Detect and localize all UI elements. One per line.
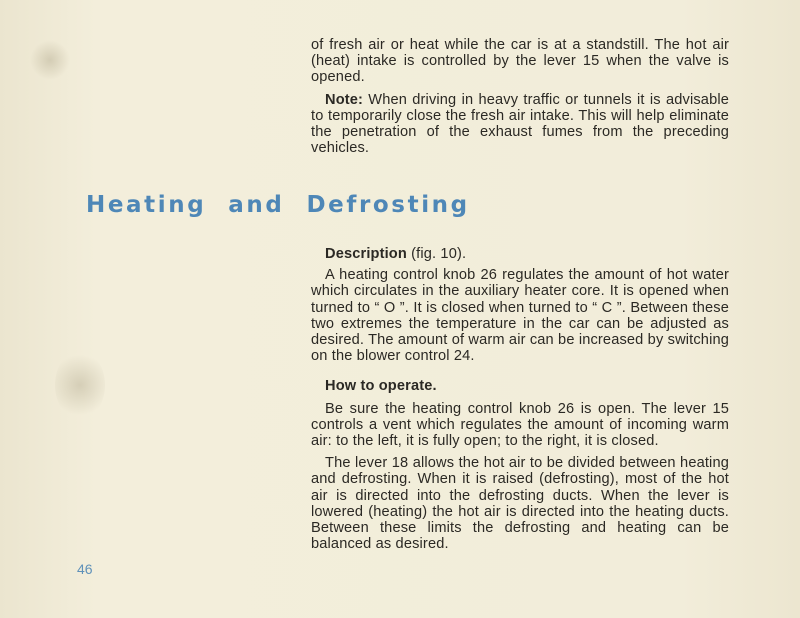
how-to-operate-heading: How to operate.	[325, 378, 437, 395]
how-to-paragraph-1: Be sure the heating control knob 26 is open. The lever 15 controls a vent which regulates the amount of incoming warm air: to the left, it is fully open; to the right, it is closed.	[311, 400, 729, 450]
note-text: When driving in heavy traffic or tunnels it is advisable to temporarily close the fresh air intake. This will help eliminate the penetration of the exhaust fumes from the preceding vehicles.	[311, 91, 729, 157]
heading-word-defrosting: Defrosting	[306, 192, 470, 218]
note-label: Note:	[325, 91, 364, 108]
description-figure-ref: (fig. 10).	[406, 246, 467, 262]
heading-word-and: and	[228, 192, 285, 218]
heading-word-heating: Heating	[86, 192, 207, 218]
description-heading	[311, 246, 729, 262]
description-block	[311, 246, 729, 558]
paper-stain	[55, 350, 105, 420]
page-number: 46	[77, 561, 93, 577]
note-paragraph	[311, 92, 729, 157]
section-heading	[86, 192, 470, 218]
paper-stain	[30, 40, 70, 80]
intro-text-block	[311, 37, 729, 162]
intro-paragraph: of fresh air or heat while the car is at a standstill. The hot air (heat) intake is controlled by the lever 15 when the valve is opened.	[311, 37, 729, 86]
description-paragraph: A heating control knob 26 regulates the amount of hot water which circulates in the auxiliary heater core. It is opened when turned to “ O ”. It is closed when turned to “ C ”. Between these two extremes the temperature in the car can be adjusted as desired. The amount of warm air can be increased by switching on the blower control 24.	[311, 267, 729, 365]
description-label: Description	[325, 246, 407, 262]
how-to-paragraph-2: The lever 18 allows the hot air to be divided between heating and defrosting. When it is raised (defrosting), most of the hot air is directed into the defrosting ducts. When the lever is lowered (heating) the hot air is directed into the heating ducts. Between these limits the defrosting and heating can be balanced as desired.	[311, 455, 729, 553]
